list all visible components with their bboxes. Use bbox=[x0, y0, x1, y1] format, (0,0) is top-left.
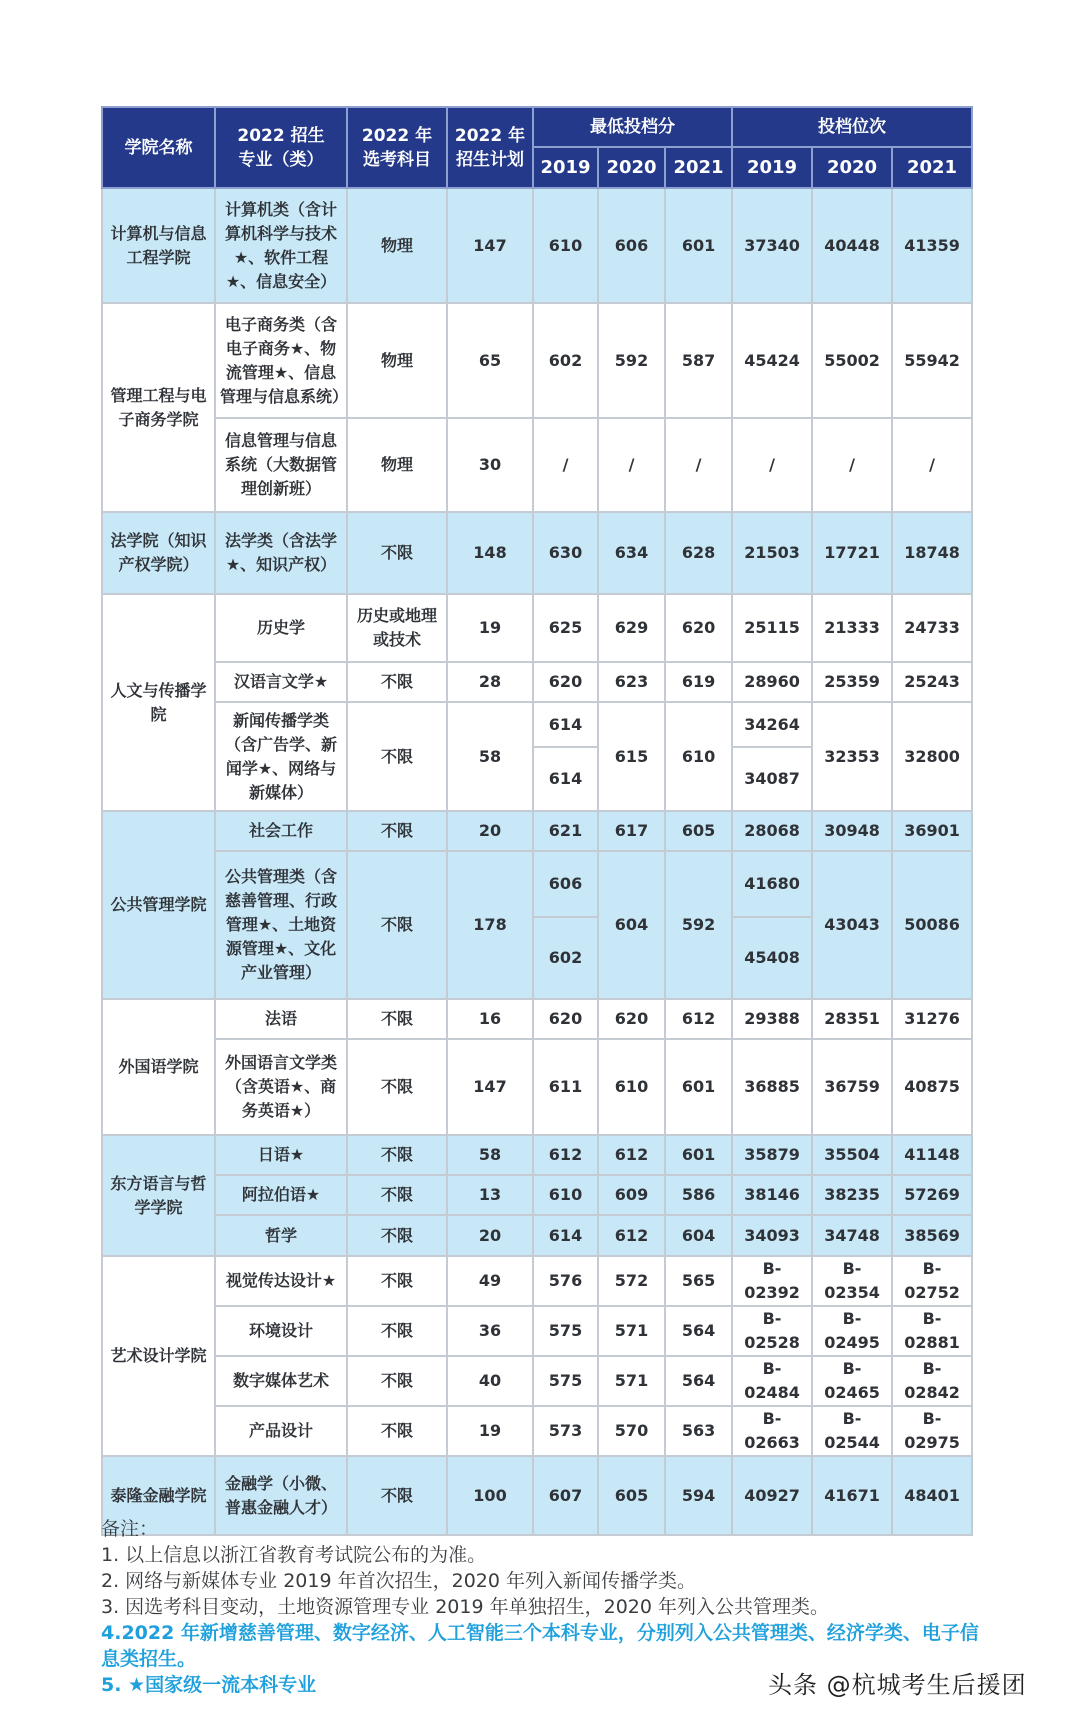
subjects: 不限 bbox=[347, 1175, 447, 1215]
score-2020: / bbox=[598, 418, 665, 512]
subjects: 不限 bbox=[347, 662, 447, 702]
subjects: 物理 bbox=[347, 188, 447, 303]
subjects: 不限 bbox=[347, 1356, 447, 1406]
subjects: 不限 bbox=[347, 851, 447, 999]
major-name: 公共管理类（含慈善管理、行政管理★、土地资源管理★、文化产业管理） bbox=[215, 851, 347, 999]
score-2019: 621 bbox=[533, 811, 598, 851]
plan: 19 bbox=[447, 1406, 533, 1456]
score-2021: / bbox=[665, 418, 732, 512]
rank-2020: 35504 bbox=[812, 1135, 892, 1175]
plan: 16 bbox=[447, 999, 533, 1039]
note-item-highlight: 4.2022 年新增慈善管理、数字经济、人工智能三个本科专业，分别列入公共管理类、经济学类、电子信息类招生。 bbox=[101, 1622, 979, 1670]
rank-2020: 40448 bbox=[812, 188, 892, 303]
rank-2020: B-02354 bbox=[812, 1256, 892, 1306]
plan: 147 bbox=[447, 188, 533, 303]
header-min-score: 最低投档分 bbox=[533, 107, 732, 147]
rank-2019: 28960 bbox=[732, 662, 812, 702]
admission-score-table bbox=[101, 106, 973, 1536]
plan: 58 bbox=[447, 702, 533, 811]
college-name: 艺术设计学院 bbox=[102, 1256, 215, 1456]
score-2020: 605 bbox=[598, 1456, 665, 1535]
score-2019: 602 bbox=[533, 303, 598, 418]
score-2020: 606 bbox=[598, 188, 665, 303]
rank-2020: B-02544 bbox=[812, 1406, 892, 1456]
rank-2019: 38146 bbox=[732, 1175, 812, 1215]
table-row bbox=[102, 1215, 972, 1256]
rank-2021: 24733 bbox=[892, 594, 972, 662]
table-row bbox=[102, 1175, 972, 1215]
score-2019: 607 bbox=[533, 1456, 598, 1535]
rank-2019: 25115 bbox=[732, 594, 812, 662]
header-rank-2020: 2020 bbox=[812, 147, 892, 188]
score-2019: 612 bbox=[533, 1135, 598, 1175]
rank-2021: 36901 bbox=[892, 811, 972, 851]
college-name: 管理工程与电子商务学院 bbox=[102, 303, 215, 512]
table-row bbox=[102, 594, 972, 662]
score-2021: 594 bbox=[665, 1456, 732, 1535]
score-2019: 614 bbox=[533, 1215, 598, 1256]
score-2020: 617 bbox=[598, 811, 665, 851]
score-2019: / bbox=[533, 418, 598, 512]
subjects: 不限 bbox=[347, 1215, 447, 1256]
plan: 36 bbox=[447, 1306, 533, 1356]
plan: 28 bbox=[447, 662, 533, 702]
major-name: 视觉传达设计★ bbox=[215, 1256, 347, 1306]
table-row bbox=[102, 303, 972, 418]
major-name: 哲学 bbox=[215, 1215, 347, 1256]
header-college: 学院名称 bbox=[102, 107, 215, 188]
rank-2020: 55002 bbox=[812, 303, 892, 418]
plan: 49 bbox=[447, 1256, 533, 1306]
score-2020: 609 bbox=[598, 1175, 665, 1215]
rank-2021: B-02881 bbox=[892, 1306, 972, 1356]
rank-2019-b: 34087 bbox=[732, 747, 812, 811]
major-name: 汉语言文学★ bbox=[215, 662, 347, 702]
score-2021: 612 bbox=[665, 999, 732, 1039]
rank-2021: 31276 bbox=[892, 999, 972, 1039]
college-name: 东方语言与哲学学院 bbox=[102, 1135, 215, 1256]
rank-2021: B-02975 bbox=[892, 1406, 972, 1456]
table-row bbox=[102, 1306, 972, 1356]
subjects: 不限 bbox=[347, 1456, 447, 1535]
rank-2019: 21503 bbox=[732, 512, 812, 594]
plan: 20 bbox=[447, 811, 533, 851]
rank-2020: 43043 bbox=[812, 851, 892, 999]
score-2019: 573 bbox=[533, 1406, 598, 1456]
subjects: 不限 bbox=[347, 1306, 447, 1356]
score-2019: 610 bbox=[533, 1175, 598, 1215]
plan: 40 bbox=[447, 1356, 533, 1406]
score-2021: 587 bbox=[665, 303, 732, 418]
rank-2021: 18748 bbox=[892, 512, 972, 594]
score-2021: 605 bbox=[665, 811, 732, 851]
score-2021: 601 bbox=[665, 1039, 732, 1135]
header-score-2019: 2019 bbox=[533, 147, 598, 188]
score-2020: 612 bbox=[598, 1215, 665, 1256]
score-2021: 601 bbox=[665, 188, 732, 303]
plan: 178 bbox=[447, 851, 533, 999]
rank-2020: 30948 bbox=[812, 811, 892, 851]
rank-2019: B-02484 bbox=[732, 1356, 812, 1406]
major-name: 计算机类（含计算机科学与技术★、软件工程★、信息安全） bbox=[215, 188, 347, 303]
score-2019: 610 bbox=[533, 188, 598, 303]
table-row bbox=[102, 702, 972, 747]
note-item-highlight: 5. ★国家级一流本科专业 bbox=[101, 1674, 317, 1696]
major-name: 电子商务类（含电子商务★、物流管理★、信息管理与信息系统） bbox=[215, 303, 347, 418]
score-2020: 610 bbox=[598, 1039, 665, 1135]
note-item: 1. 以上信息以浙江省教育考试院公布的为准。 bbox=[101, 1544, 487, 1566]
subjects: 不限 bbox=[347, 512, 447, 594]
table-row bbox=[102, 512, 972, 594]
plan: 58 bbox=[447, 1135, 533, 1175]
subjects: 不限 bbox=[347, 811, 447, 851]
rank-2020: 32353 bbox=[812, 702, 892, 811]
score-2021: 610 bbox=[665, 702, 732, 811]
college-name: 公共管理学院 bbox=[102, 811, 215, 999]
table-row bbox=[102, 851, 972, 917]
score-2020: 623 bbox=[598, 662, 665, 702]
header-rank-2021: 2021 bbox=[892, 147, 972, 188]
rank-2020: 25359 bbox=[812, 662, 892, 702]
score-2020: 634 bbox=[598, 512, 665, 594]
rank-2021: / bbox=[892, 418, 972, 512]
table-row bbox=[102, 811, 972, 851]
major-name: 阿拉伯语★ bbox=[215, 1175, 347, 1215]
rank-2020: B-02495 bbox=[812, 1306, 892, 1356]
score-2019: 575 bbox=[533, 1356, 598, 1406]
notes-title: 备注： bbox=[101, 1518, 159, 1540]
table-row bbox=[102, 1256, 972, 1306]
score-2021: 619 bbox=[665, 662, 732, 702]
college-name: 人文与传播学院 bbox=[102, 594, 215, 811]
subjects: 不限 bbox=[347, 1135, 447, 1175]
table-row bbox=[102, 1039, 972, 1135]
header-score-2021: 2021 bbox=[665, 147, 732, 188]
header-plan: 2022 年 招生计划 bbox=[447, 107, 533, 188]
table-row bbox=[102, 999, 972, 1039]
major-name: 历史学 bbox=[215, 594, 347, 662]
score-2020: 572 bbox=[598, 1256, 665, 1306]
score-2020: 620 bbox=[598, 999, 665, 1039]
score-2019-b: 602 bbox=[533, 917, 598, 999]
header-subjects: 2022 年 选考科目 bbox=[347, 107, 447, 188]
score-2021: 563 bbox=[665, 1406, 732, 1456]
major-name: 数字媒体艺术 bbox=[215, 1356, 347, 1406]
table-row bbox=[102, 418, 972, 512]
score-2019: 630 bbox=[533, 512, 598, 594]
plan: 19 bbox=[447, 594, 533, 662]
note-item: 3. 因选考科目变动，土地资源管理专业 2019 年单独招生，2020 年列入公共管理类。 bbox=[101, 1596, 829, 1618]
rank-2019: 29388 bbox=[732, 999, 812, 1039]
table-row bbox=[102, 1406, 972, 1456]
plan: 148 bbox=[447, 512, 533, 594]
rank-2019-b: 45408 bbox=[732, 917, 812, 999]
rank-2020: B-02465 bbox=[812, 1356, 892, 1406]
rank-2021: 50086 bbox=[892, 851, 972, 999]
rank-2021: 41359 bbox=[892, 188, 972, 303]
rank-2019: B-02663 bbox=[732, 1406, 812, 1456]
score-2020: 612 bbox=[598, 1135, 665, 1175]
major-name: 信息管理与信息系统（大数据管理创新班） bbox=[215, 418, 347, 512]
college-name: 计算机与信息工程学院 bbox=[102, 188, 215, 303]
table-row bbox=[102, 662, 972, 702]
major-name: 环境设计 bbox=[215, 1306, 347, 1356]
plan: 65 bbox=[447, 303, 533, 418]
rank-2021: 32800 bbox=[892, 702, 972, 811]
major-name: 社会工作 bbox=[215, 811, 347, 851]
note-item: 2. 网络与新媒体专业 2019 年首次招生，2020 年列入新闻传播学类。 bbox=[101, 1570, 696, 1592]
score-2019: 625 bbox=[533, 594, 598, 662]
plan: 100 bbox=[447, 1456, 533, 1535]
rank-2021: B-02842 bbox=[892, 1356, 972, 1406]
score-2019-a: 606 bbox=[533, 851, 598, 917]
score-2019-b: 614 bbox=[533, 747, 598, 811]
score-2020: 629 bbox=[598, 594, 665, 662]
major-name: 产品设计 bbox=[215, 1406, 347, 1456]
rank-2021: 40875 bbox=[892, 1039, 972, 1135]
rank-2019: 35879 bbox=[732, 1135, 812, 1175]
rank-2019: 37340 bbox=[732, 188, 812, 303]
score-2020: 604 bbox=[598, 851, 665, 999]
table-row bbox=[102, 1356, 972, 1406]
score-2021: 592 bbox=[665, 851, 732, 999]
plan: 30 bbox=[447, 418, 533, 512]
subjects: 不限 bbox=[347, 999, 447, 1039]
rank-2020: 36759 bbox=[812, 1039, 892, 1135]
rank-2019-a: 34264 bbox=[732, 702, 812, 747]
rank-2021: 48401 bbox=[892, 1456, 972, 1535]
subjects: 不限 bbox=[347, 1039, 447, 1135]
rank-2020: 17721 bbox=[812, 512, 892, 594]
score-2020: 570 bbox=[598, 1406, 665, 1456]
header-rank-2019: 2019 bbox=[732, 147, 812, 188]
table-row bbox=[102, 188, 972, 303]
rank-2019: 34093 bbox=[732, 1215, 812, 1256]
subjects: 物理 bbox=[347, 303, 447, 418]
rank-2019: 45424 bbox=[732, 303, 812, 418]
header-major: 2022 招生 专业（类） bbox=[215, 107, 347, 188]
plan: 147 bbox=[447, 1039, 533, 1135]
rank-2021: 55942 bbox=[892, 303, 972, 418]
college-name: 外国语学院 bbox=[102, 999, 215, 1135]
rank-2021: 25243 bbox=[892, 662, 972, 702]
rank-2019: 28068 bbox=[732, 811, 812, 851]
major-name: 金融学（小微、普惠金融人才） bbox=[215, 1456, 347, 1535]
rank-2021: B-02752 bbox=[892, 1256, 972, 1306]
table-row bbox=[102, 1135, 972, 1175]
rank-2019: 36885 bbox=[732, 1039, 812, 1135]
rank-2020: 38235 bbox=[812, 1175, 892, 1215]
score-2019: 576 bbox=[533, 1256, 598, 1306]
rank-2019: B-02528 bbox=[732, 1306, 812, 1356]
rank-2020: 21333 bbox=[812, 594, 892, 662]
major-name: 新闻传播学类（含广告学、新闻学★、网络与新媒体） bbox=[215, 702, 347, 811]
rank-2019: 40927 bbox=[732, 1456, 812, 1535]
rank-2019: / bbox=[732, 418, 812, 512]
subjects: 不限 bbox=[347, 1406, 447, 1456]
score-2021: 565 bbox=[665, 1256, 732, 1306]
subjects: 不限 bbox=[347, 702, 447, 811]
plan: 13 bbox=[447, 1175, 533, 1215]
score-2019: 620 bbox=[533, 999, 598, 1039]
score-2021: 586 bbox=[665, 1175, 732, 1215]
header-score-2020: 2020 bbox=[598, 147, 665, 188]
major-name: 法学类（含法学★、知识产权） bbox=[215, 512, 347, 594]
college-name: 泰隆金融学院 bbox=[102, 1456, 215, 1535]
college-name: 法学院（知识产权学院） bbox=[102, 512, 215, 594]
score-2020: 615 bbox=[598, 702, 665, 811]
rank-2020: 34748 bbox=[812, 1215, 892, 1256]
watermark: 头条 @杭城考生后援团 bbox=[768, 1671, 1027, 1699]
rank-2019-a: 41680 bbox=[732, 851, 812, 917]
rank-2021: 38569 bbox=[892, 1215, 972, 1256]
score-2020: 592 bbox=[598, 303, 665, 418]
major-name: 外国语言文学类（含英语★、商务英语★） bbox=[215, 1039, 347, 1135]
subjects: 不限 bbox=[347, 1256, 447, 1306]
rank-2021: 41148 bbox=[892, 1135, 972, 1175]
score-2019: 611 bbox=[533, 1039, 598, 1135]
rank-2020: 28351 bbox=[812, 999, 892, 1039]
plan: 20 bbox=[447, 1215, 533, 1256]
major-name: 日语★ bbox=[215, 1135, 347, 1175]
subjects: 历史或地理或技术 bbox=[347, 594, 447, 662]
score-2019-a: 614 bbox=[533, 702, 598, 747]
rank-2021: 57269 bbox=[892, 1175, 972, 1215]
score-2021: 601 bbox=[665, 1135, 732, 1175]
major-name: 法语 bbox=[215, 999, 347, 1039]
subjects: 物理 bbox=[347, 418, 447, 512]
rank-2020: / bbox=[812, 418, 892, 512]
score-2020: 571 bbox=[598, 1356, 665, 1406]
score-2021: 564 bbox=[665, 1356, 732, 1406]
score-2019: 620 bbox=[533, 662, 598, 702]
score-2019: 575 bbox=[533, 1306, 598, 1356]
score-2021: 604 bbox=[665, 1215, 732, 1256]
rank-2019: B-02392 bbox=[732, 1256, 812, 1306]
score-2021: 564 bbox=[665, 1306, 732, 1356]
rank-2020: 41671 bbox=[812, 1456, 892, 1535]
header-rank: 投档位次 bbox=[732, 107, 972, 147]
score-2021: 628 bbox=[665, 512, 732, 594]
score-2020: 571 bbox=[598, 1306, 665, 1356]
score-2021: 620 bbox=[665, 594, 732, 662]
